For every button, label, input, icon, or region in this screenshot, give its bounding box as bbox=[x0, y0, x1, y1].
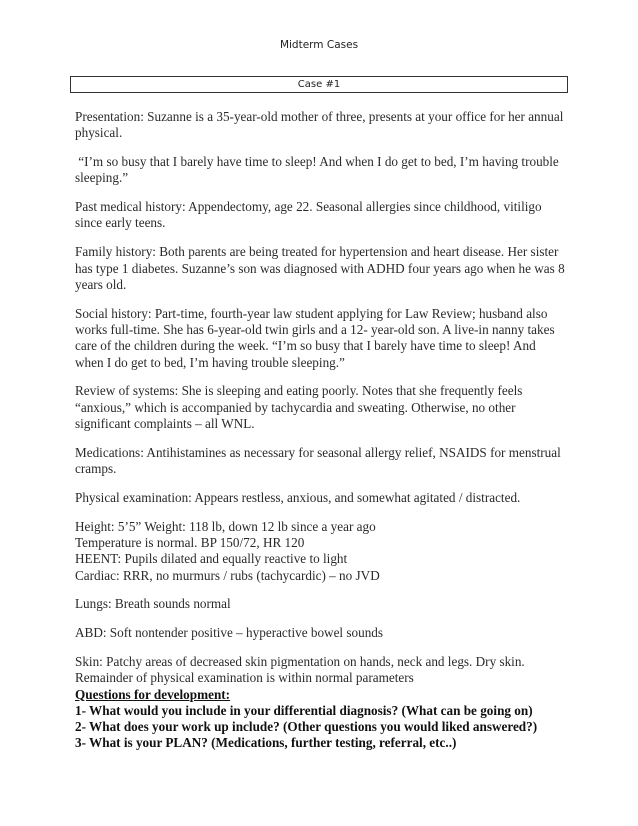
case-title-box: Case #1 bbox=[70, 76, 568, 93]
question-3: 3- What is your PLAN? (Medications, further testing, referral, etc..) bbox=[75, 735, 457, 751]
questions-heading: Questions for development: bbox=[75, 686, 231, 702]
medications-paragraph: Medications: Antihistamines as necessary for seasonal allergy relief, NSAIDS for menstrual cramps. bbox=[75, 444, 561, 477]
temperature-line: Temperature is normal. BP 150/72, HR 120 bbox=[75, 534, 305, 550]
social-history-paragraph: Social history: Part-time, fourth-year law student applying for Law Review; husband also works full-time. She has 6-year-old twin girls and a 12- year-old son. A live-in nanny takes care of the children during the week. “I’m so busy that I barely have time to sleep! And when I do get to bed, I’m having trouble sleeping.” bbox=[75, 305, 555, 370]
skin-block bbox=[75, 654, 567, 687]
question-1: 1- What would you include in your differential diagnosis? (What can be going on) bbox=[75, 702, 533, 718]
family-history-paragraph: Family history: Both parents are being treated for hypertension and heart disease. Her sister has type 1 diabetes. Suzanne’s son was diagnosed with ADHD four years ago when he was 8 years old. bbox=[75, 244, 565, 292]
patient-quote-paragraph: “I’m so busy that I barely have time to sleep! And when I do get to bed, I’m having trouble sleeping.” bbox=[75, 154, 559, 186]
abd-paragraph: ABD: Soft nontender positive – hyperactive bowel sounds bbox=[75, 625, 384, 641]
page-header-title: Midterm Cases bbox=[279, 39, 359, 51]
skin-line: Skin: Patchy areas of decreased skin pigmentation on hands, neck and legs. Dry skin. bbox=[75, 653, 525, 669]
height-weight-line: Height: 5’5” Weight: 118 lb, down 12 lb since a year ago bbox=[75, 518, 376, 534]
past-medical-history-paragraph: Past medical history: Appendectomy, age 22. Seasonal allergies since childhood, vitiligo since early teens. bbox=[75, 199, 542, 231]
questions-block bbox=[75, 687, 567, 752]
heent-line: HEENT: Pupils dilated and equally reactive to light bbox=[75, 551, 348, 567]
physical-examination-paragraph: Physical examination: Appears restless, anxious, and somewhat agitated / distracted. bbox=[75, 489, 521, 505]
vitals-block bbox=[75, 519, 567, 584]
presentation-paragraph: Presentation: Suzanne is a 35-year-old mother of three, presents at your office for her annual physical. bbox=[75, 109, 564, 141]
cardiac-line: Cardiac: RRR, no murmurs / rubs (tachycardic) – no JVD bbox=[75, 567, 380, 583]
question-2: 2- What does your work up include? (Other questions you would liked answered?) bbox=[75, 719, 538, 735]
lungs-paragraph: Lungs: Breath sounds normal bbox=[75, 596, 231, 612]
case-content bbox=[75, 109, 567, 752]
review-of-systems-paragraph: Review of systems: She is sleeping and eating poorly. Notes that she frequently feels “anxious,” which is accompanied by tachycardia and sweating. Otherwise, no other significant complaints – all WNL. bbox=[75, 383, 523, 431]
remainder-exam-line: Remainder of physical examination is within normal parameters bbox=[75, 670, 414, 686]
